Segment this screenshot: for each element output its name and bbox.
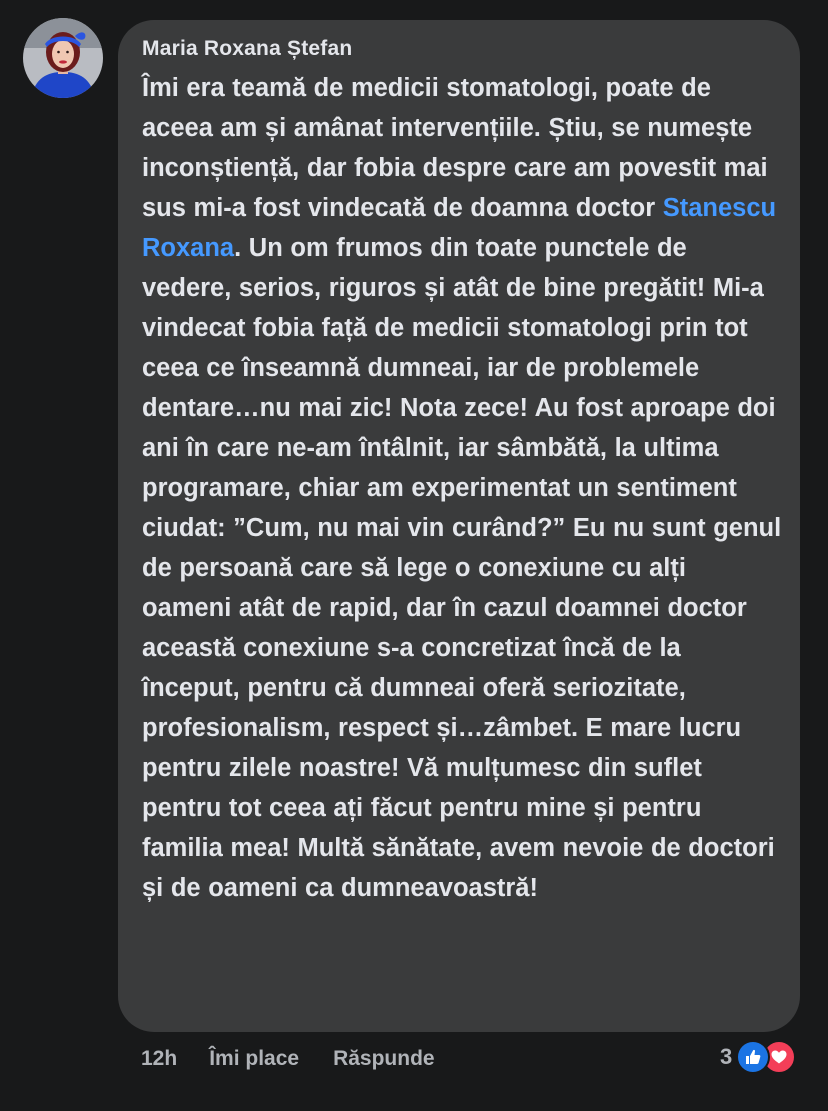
comment-actions — [141, 1045, 435, 1073]
comment-author[interactable]: Maria Roxana Ștefan — [142, 37, 353, 60]
comment-text — [142, 68, 782, 908]
mention-link[interactable]: Stanescu Roxana — [142, 194, 777, 262]
profile-photo-avatar — [23, 18, 103, 98]
reactions-summary[interactable] — [720, 1040, 796, 1074]
comment-text-part: Îmi era teamă de medicii stomatologi, poate de aceea am și amânat intervențiile. Știu, se numește inconștiență, dar fobia despre care am povestit mai sus mi-a fost vindecată de doamna doctor — [142, 74, 768, 222]
comment-bubble — [118, 20, 800, 1032]
reply-button[interactable]: Răspunde — [333, 1047, 435, 1070]
comment-text-part: . Un om frumos din toate punctele de vedere, serios, riguros și atât de bine pregătit! Mi-a vindecat fobia față de medicii stomatologi prin tot ceea ce înseamnă dumneai, iar de problemele dentare…nu mai zic! Nota zece! Au fost aproape doi ani în care ne-am întâlnit, iar sâmbătă, la ultima programare, chiar am experimentat un sentiment ciudat: ”Cum, nu mai vin curând?” Eu nu sunt genul de persoană care să lege o conexiune cu alți oameni atât de rapid, dar în cazul doamnei doctor această conexiune s-a concretizat încă de la început, pentru că dumneai oferă seriozitate, profesionalism, respect și…zâmbet. E mare lucru pentru zilele noastre! Vă mulțumesc din suflet pentru tot ceea ați făcut pentru mine și pentru familia mea! Multă sănătate, avem nevoie de doctori și de oameni ca dumneavoastră! — [142, 234, 782, 902]
like-reaction-icon — [736, 1040, 770, 1074]
avatar[interactable] — [23, 18, 103, 98]
like-button[interactable]: Îmi place — [209, 1047, 300, 1070]
comment-timestamp[interactable]: 12h — [141, 1047, 178, 1070]
reaction-count: 3 — [720, 1044, 733, 1069]
